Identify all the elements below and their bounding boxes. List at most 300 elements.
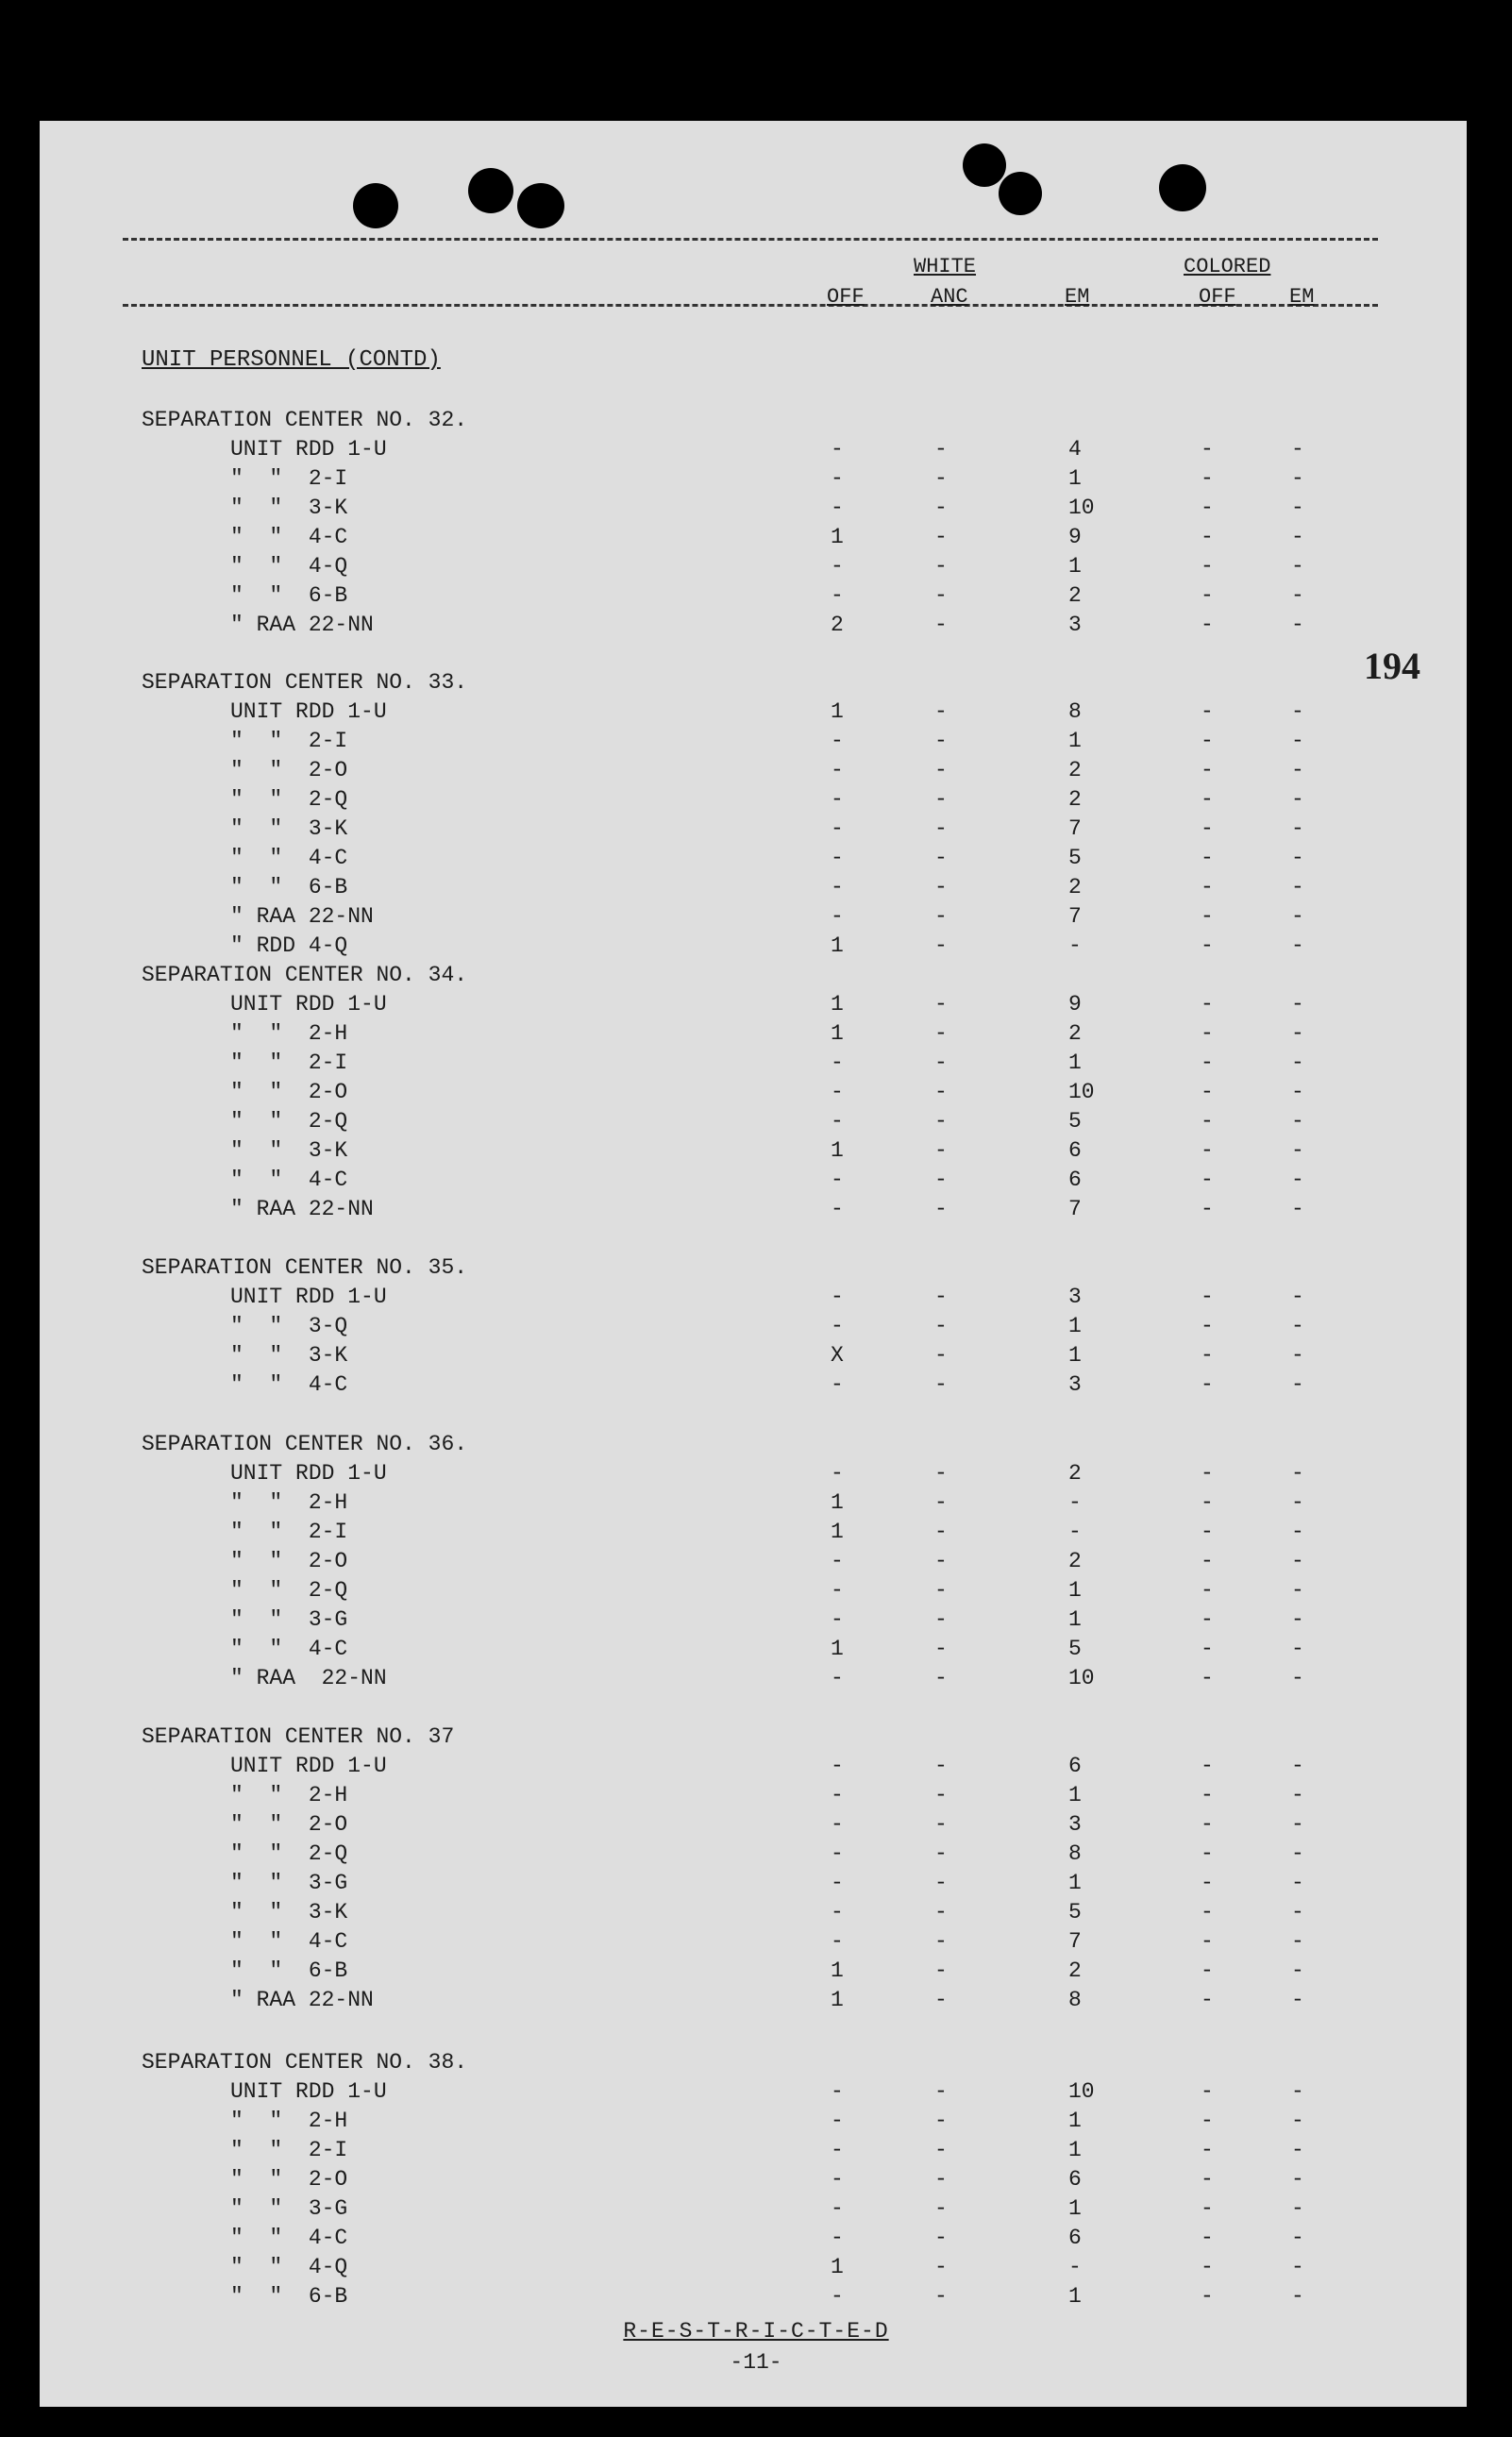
- cell-c-em: -: [1291, 816, 1304, 841]
- table-row: [0, 1900, 1512, 1928]
- cell-c-em: -: [1291, 1314, 1304, 1338]
- table-row: [0, 466, 1512, 495]
- cell-unit: " " 2-Q: [230, 787, 348, 812]
- cell-off: -: [831, 2109, 844, 2133]
- table-row: [0, 1197, 1512, 1225]
- cell-unit: " RAA 22-NN: [230, 613, 374, 637]
- table-row: [0, 525, 1512, 553]
- cell-c-em: -: [1291, 933, 1304, 958]
- cell-c-off: -: [1201, 846, 1214, 870]
- cell-c-em: -: [1291, 1783, 1304, 1807]
- table-row: [0, 758, 1512, 786]
- cell-off: -: [831, 1812, 844, 1837]
- cell-em: 6: [1068, 2226, 1082, 2250]
- cell-c-off: -: [1201, 787, 1214, 812]
- cell-off: -: [831, 1841, 844, 1866]
- cell-em: 10: [1068, 1666, 1095, 1690]
- table-row: [0, 1871, 1512, 1899]
- cell-off: -: [831, 1549, 844, 1573]
- cell-unit: " " 6-B: [230, 1958, 348, 1983]
- table-row: [0, 1461, 1512, 1489]
- table-row: [0, 904, 1512, 933]
- cell-c-off: -: [1201, 1168, 1214, 1192]
- cell-c-off: -: [1201, 2196, 1214, 2221]
- cell-c-em: -: [1291, 583, 1304, 608]
- cell-anc: -: [934, 875, 948, 899]
- cell-off: -: [831, 1871, 844, 1895]
- cell-c-em: -: [1291, 1285, 1304, 1309]
- cell-c-em: -: [1291, 466, 1304, 491]
- cell-c-em: -: [1291, 1871, 1304, 1895]
- cell-anc: -: [934, 787, 948, 812]
- cell-unit: UNIT RDD 1-U: [230, 437, 387, 462]
- cell-unit: " " 2-I: [230, 1050, 348, 1075]
- cell-anc: -: [934, 1783, 948, 1807]
- cell-c-off: -: [1201, 1754, 1214, 1778]
- cell-unit: " " 4-C: [230, 1637, 348, 1661]
- cell-anc: -: [934, 2226, 948, 2250]
- cell-c-em: -: [1291, 2284, 1304, 2309]
- cell-unit: " " 2-I: [230, 2138, 348, 2162]
- cell-c-em: -: [1291, 699, 1304, 724]
- cell-em: 10: [1068, 2079, 1095, 2104]
- cell-off: 1: [831, 1637, 844, 1661]
- cell-unit: " RAA 22-NN: [230, 1988, 374, 2012]
- cell-off: -: [831, 904, 844, 929]
- cell-anc: -: [934, 1050, 948, 1075]
- cell-off: 2: [831, 613, 844, 637]
- table-row: [0, 1549, 1512, 1577]
- cell-c-off: -: [1201, 1607, 1214, 1632]
- cell-unit: " " 3-K: [230, 816, 348, 841]
- cell-em: 1: [1068, 1578, 1082, 1603]
- separation-center-heading: SEPARATION CENTER NO. 32.: [142, 408, 468, 432]
- cell-c-em: -: [1291, 846, 1304, 870]
- cell-c-off: -: [1201, 1871, 1214, 1895]
- cell-anc: -: [934, 496, 948, 520]
- cell-c-em: -: [1291, 2255, 1304, 2279]
- table-row: [0, 1285, 1512, 1313]
- table-row: [0, 583, 1512, 612]
- table-row: [0, 2167, 1512, 2195]
- header-em: EM: [1065, 285, 1090, 309]
- cell-c-off: -: [1201, 1197, 1214, 1221]
- cell-em: 5: [1068, 1900, 1082, 1924]
- cell-em: 1: [1068, 2284, 1082, 2309]
- cell-em: 2: [1068, 583, 1082, 608]
- cell-em: 7: [1068, 816, 1082, 841]
- cell-c-off: -: [1201, 496, 1214, 520]
- cell-c-em: -: [1291, 1343, 1304, 1368]
- cell-off: 1: [831, 1958, 844, 1983]
- cell-c-off: -: [1201, 1812, 1214, 1837]
- cell-c-off: -: [1201, 1050, 1214, 1075]
- cell-em: 6: [1068, 1168, 1082, 1192]
- cell-off: -: [831, 875, 844, 899]
- cell-off: -: [831, 1607, 844, 1632]
- cell-em: 2: [1068, 875, 1082, 899]
- cell-c-em: -: [1291, 1490, 1304, 1515]
- cell-c-off: -: [1201, 1461, 1214, 1486]
- cell-c-em: -: [1291, 2138, 1304, 2162]
- cell-em: 3: [1068, 1285, 1082, 1309]
- table-row: [0, 1520, 1512, 1548]
- cell-anc: -: [934, 583, 948, 608]
- cell-em: 3: [1068, 613, 1082, 637]
- cell-anc: -: [934, 1549, 948, 1573]
- cell-unit: UNIT RDD 1-U: [230, 1285, 387, 1309]
- table-row: [0, 846, 1512, 874]
- binder-hole: [468, 168, 513, 213]
- cell-em: 3: [1068, 1372, 1082, 1397]
- cell-anc: -: [934, 1871, 948, 1895]
- cell-unit: " RDD 4-Q: [230, 933, 348, 958]
- cell-anc: -: [934, 1841, 948, 1866]
- cell-off: -: [831, 1461, 844, 1486]
- cell-em: 7: [1068, 1197, 1082, 1221]
- cell-em: 6: [1068, 1138, 1082, 1163]
- header-anc: ANC: [931, 285, 968, 309]
- binder-hole: [353, 183, 398, 228]
- cell-unit: " " 3-G: [230, 1607, 348, 1632]
- cell-unit: " " 4-C: [230, 2226, 348, 2250]
- cell-anc: -: [934, 2196, 948, 2221]
- cell-off: -: [831, 1578, 844, 1603]
- table-row: [0, 1168, 1512, 1196]
- table-row: [0, 554, 1512, 582]
- header-rule-top: [123, 238, 1378, 241]
- cell-anc: -: [934, 1109, 948, 1134]
- binder-hole: [1159, 164, 1206, 211]
- cell-unit: " " 2-O: [230, 1549, 348, 1573]
- cell-unit: " " 4-C: [230, 525, 348, 549]
- cell-c-em: -: [1291, 992, 1304, 1017]
- cell-unit: " " 2-Q: [230, 1578, 348, 1603]
- cell-off: 1: [831, 1021, 844, 1046]
- table-row: [0, 1637, 1512, 1665]
- cell-unit: " " 4-C: [230, 1168, 348, 1192]
- cell-c-em: -: [1291, 525, 1304, 549]
- cell-c-off: -: [1201, 2226, 1214, 2250]
- cell-anc: -: [934, 1637, 948, 1661]
- header-colored-off: OFF: [1199, 285, 1236, 309]
- table-row: [0, 2138, 1512, 2166]
- cell-em: 8: [1068, 1841, 1082, 1866]
- cell-anc: -: [934, 2284, 948, 2309]
- table-row: [0, 2196, 1512, 2225]
- cell-unit: UNIT RDD 1-U: [230, 992, 387, 1017]
- cell-anc: -: [934, 2167, 948, 2192]
- cell-c-em: -: [1291, 1637, 1304, 1661]
- cell-unit: " " 4-C: [230, 1929, 348, 1954]
- cell-em: 1: [1068, 1314, 1082, 1338]
- table-row: [0, 2255, 1512, 2283]
- cell-anc: -: [934, 1520, 948, 1544]
- separation-center-heading: SEPARATION CENTER NO. 38.: [142, 2050, 468, 2075]
- cell-em: 1: [1068, 1607, 1082, 1632]
- cell-unit: " " 3-G: [230, 2196, 348, 2221]
- cell-c-em: -: [1291, 1050, 1304, 1075]
- table-row: [0, 729, 1512, 757]
- cell-off: -: [831, 583, 844, 608]
- cell-off: -: [831, 846, 844, 870]
- cell-off: -: [831, 1197, 844, 1221]
- cell-em: 1: [1068, 2138, 1082, 2162]
- cell-em: 8: [1068, 699, 1082, 724]
- cell-c-off: -: [1201, 699, 1214, 724]
- cell-em: -: [1068, 933, 1082, 958]
- cell-em: 5: [1068, 1109, 1082, 1134]
- cell-anc: -: [934, 2138, 948, 2162]
- cell-c-em: -: [1291, 1109, 1304, 1134]
- cell-off: -: [831, 1050, 844, 1075]
- cell-c-em: -: [1291, 1812, 1304, 1837]
- cell-off: -: [831, 496, 844, 520]
- cell-off: X: [831, 1343, 844, 1368]
- cell-anc: -: [934, 2255, 948, 2279]
- cell-unit: UNIT RDD 1-U: [230, 1754, 387, 1778]
- cell-c-off: -: [1201, 613, 1214, 637]
- cell-unit: UNIT RDD 1-U: [230, 1461, 387, 1486]
- cell-em: 7: [1068, 904, 1082, 929]
- table-row: [0, 1021, 1512, 1050]
- table-row: [0, 1754, 1512, 1782]
- binder-hole: [999, 172, 1042, 215]
- binder-hole: [517, 183, 564, 228]
- cell-c-off: -: [1201, 2167, 1214, 2192]
- cell-c-off: -: [1201, 1343, 1214, 1368]
- cell-em: 2: [1068, 787, 1082, 812]
- table-row: [0, 875, 1512, 903]
- cell-c-off: -: [1201, 466, 1214, 491]
- cell-unit: " " 3-Q: [230, 1314, 348, 1338]
- cell-c-off: -: [1201, 1783, 1214, 1807]
- cell-anc: -: [934, 846, 948, 870]
- cell-off: 1: [831, 1490, 844, 1515]
- cell-c-em: -: [1291, 1578, 1304, 1603]
- cell-c-em: -: [1291, 758, 1304, 782]
- cell-em: 2: [1068, 758, 1082, 782]
- cell-anc: -: [934, 2079, 948, 2104]
- cell-c-em: -: [1291, 1988, 1304, 2012]
- cell-c-off: -: [1201, 2255, 1214, 2279]
- header-colored: COLORED: [1184, 255, 1271, 278]
- cell-c-off: -: [1201, 1929, 1214, 1954]
- cell-c-em: -: [1291, 1754, 1304, 1778]
- cell-off: -: [831, 1929, 844, 1954]
- table-row: [0, 1841, 1512, 1870]
- cell-off: -: [831, 1080, 844, 1104]
- cell-c-off: -: [1201, 2079, 1214, 2104]
- cell-c-em: -: [1291, 1841, 1304, 1866]
- cell-off: 1: [831, 992, 844, 1017]
- cell-anc: -: [934, 1372, 948, 1397]
- cell-off: -: [831, 758, 844, 782]
- cell-unit: " " 2-O: [230, 1812, 348, 1837]
- cell-anc: -: [934, 1461, 948, 1486]
- cell-unit: " " 2-O: [230, 1080, 348, 1104]
- cell-em: 7: [1068, 1929, 1082, 1954]
- cell-c-off: -: [1201, 904, 1214, 929]
- cell-off: -: [831, 729, 844, 753]
- cell-c-em: -: [1291, 1900, 1304, 1924]
- cell-anc: -: [934, 1021, 948, 1046]
- cell-unit: " RAA 22-NN: [230, 904, 374, 929]
- cell-off: -: [831, 437, 844, 462]
- cell-anc: -: [934, 1314, 948, 1338]
- cell-unit: " " 3-K: [230, 1138, 348, 1163]
- restricted-marking: R-E-S-T-R-I-C-T-E-D: [623, 2319, 889, 2344]
- cell-c-em: -: [1291, 729, 1304, 753]
- table-row: [0, 1578, 1512, 1606]
- cell-anc: -: [934, 613, 948, 637]
- cell-c-off: -: [1201, 1520, 1214, 1544]
- cell-c-off: -: [1201, 1490, 1214, 1515]
- cell-unit: " " 2-O: [230, 758, 348, 782]
- cell-unit: " " 2-H: [230, 1783, 348, 1807]
- cell-anc: -: [934, 1490, 948, 1515]
- separation-center-heading: SEPARATION CENTER NO. 37: [142, 1724, 455, 1749]
- table-row: [0, 1783, 1512, 1811]
- cell-anc: -: [934, 904, 948, 929]
- cell-anc: -: [934, 1929, 948, 1954]
- table-row: [0, 1490, 1512, 1519]
- cell-c-off: -: [1201, 758, 1214, 782]
- cell-anc: -: [934, 758, 948, 782]
- table-row: [0, 1929, 1512, 1958]
- table-row: [0, 1666, 1512, 1694]
- cell-em: 6: [1068, 2167, 1082, 2192]
- cell-c-off: -: [1201, 525, 1214, 549]
- cell-c-em: -: [1291, 1520, 1304, 1544]
- cell-c-em: -: [1291, 1021, 1304, 1046]
- table-row: [0, 1958, 1512, 1987]
- cell-c-em: -: [1291, 1372, 1304, 1397]
- cell-c-off: -: [1201, 816, 1214, 841]
- cell-off: -: [831, 1168, 844, 1192]
- cell-em: 1: [1068, 1050, 1082, 1075]
- header-off: OFF: [827, 285, 865, 309]
- table-row: [0, 933, 1512, 962]
- cell-c-em: -: [1291, 875, 1304, 899]
- cell-em: 2: [1068, 1549, 1082, 1573]
- cell-c-off: -: [1201, 729, 1214, 753]
- cell-c-em: -: [1291, 2196, 1304, 2221]
- cell-c-em: -: [1291, 787, 1304, 812]
- table-row: [0, 1138, 1512, 1167]
- cell-c-em: -: [1291, 1958, 1304, 1983]
- cell-unit: " " 4-Q: [230, 554, 348, 579]
- table-row: [0, 2109, 1512, 2137]
- cell-off: 1: [831, 1520, 844, 1544]
- cell-c-off: -: [1201, 2109, 1214, 2133]
- table-row: [0, 613, 1512, 641]
- cell-em: 8: [1068, 1988, 1082, 2012]
- cell-em: 10: [1068, 1080, 1095, 1104]
- cell-anc: -: [934, 466, 948, 491]
- cell-em: 1: [1068, 554, 1082, 579]
- cell-em: 2: [1068, 1021, 1082, 1046]
- cell-c-em: -: [1291, 613, 1304, 637]
- cell-anc: -: [934, 1197, 948, 1221]
- cell-unit: " RAA 22-NN: [230, 1666, 387, 1690]
- cell-unit: " " 2-I: [230, 729, 348, 753]
- cell-unit: " " 4-C: [230, 846, 348, 870]
- cell-unit: " " 4-C: [230, 1372, 348, 1397]
- cell-unit: " " 2-H: [230, 1490, 348, 1515]
- cell-c-off: -: [1201, 1958, 1214, 1983]
- cell-c-off: -: [1201, 1900, 1214, 1924]
- cell-c-em: -: [1291, 2109, 1304, 2133]
- cell-c-em: -: [1291, 1929, 1304, 1954]
- table-row: [0, 2284, 1512, 2312]
- cell-c-off: -: [1201, 1841, 1214, 1866]
- cell-em: 1: [1068, 466, 1082, 491]
- header-rule-bottom: [123, 304, 1378, 307]
- cell-c-off: -: [1201, 1021, 1214, 1046]
- cell-c-em: -: [1291, 1666, 1304, 1690]
- cell-c-em: -: [1291, 1461, 1304, 1486]
- cell-em: 6: [1068, 1754, 1082, 1778]
- cell-off: -: [831, 1754, 844, 1778]
- cell-off: -: [831, 2284, 844, 2309]
- cell-c-off: -: [1201, 1138, 1214, 1163]
- cell-off: -: [831, 2079, 844, 2104]
- cell-unit: " " 4-Q: [230, 2255, 348, 2279]
- cell-off: -: [831, 466, 844, 491]
- cell-anc: -: [934, 1812, 948, 1837]
- cell-anc: -: [934, 1754, 948, 1778]
- table-row: [0, 992, 1512, 1020]
- cell-unit: " " 2-Q: [230, 1841, 348, 1866]
- cell-off: 1: [831, 1988, 844, 2012]
- cell-unit: " " 6-B: [230, 2284, 348, 2309]
- cell-c-off: -: [1201, 1549, 1214, 1573]
- cell-off: 1: [831, 525, 844, 549]
- separation-center-heading: SEPARATION CENTER NO. 34.: [142, 963, 468, 987]
- cell-off: -: [831, 1285, 844, 1309]
- cell-unit: " " 3-G: [230, 1871, 348, 1895]
- cell-em: 9: [1068, 525, 1082, 549]
- page-number: -11-: [730, 2350, 782, 2375]
- cell-em: 9: [1068, 992, 1082, 1017]
- cell-c-off: -: [1201, 1578, 1214, 1603]
- cell-unit: " " 6-B: [230, 583, 348, 608]
- cell-em: -: [1068, 2255, 1082, 2279]
- cell-unit: UNIT RDD 1-U: [230, 2079, 387, 2104]
- section-title: UNIT PERSONNEL (CONTD): [142, 347, 441, 373]
- cell-off: -: [831, 787, 844, 812]
- cell-anc: -: [934, 437, 948, 462]
- cell-off: -: [831, 1900, 844, 1924]
- cell-anc: -: [934, 992, 948, 1017]
- cell-unit: " " 3-K: [230, 496, 348, 520]
- cell-c-off: -: [1201, 2284, 1214, 2309]
- cell-anc: -: [934, 1988, 948, 2012]
- cell-anc: -: [934, 525, 948, 549]
- cell-em: -: [1068, 1490, 1082, 1515]
- cell-em: 1: [1068, 2109, 1082, 2133]
- cell-c-em: -: [1291, 904, 1304, 929]
- cell-anc: -: [934, 554, 948, 579]
- cell-c-off: -: [1201, 437, 1214, 462]
- cell-c-off: -: [1201, 1080, 1214, 1104]
- cell-off: 1: [831, 1138, 844, 1163]
- table-row: [0, 437, 1512, 465]
- binder-hole: [963, 143, 1006, 187]
- cell-c-off: -: [1201, 583, 1214, 608]
- cell-anc: -: [934, 1578, 948, 1603]
